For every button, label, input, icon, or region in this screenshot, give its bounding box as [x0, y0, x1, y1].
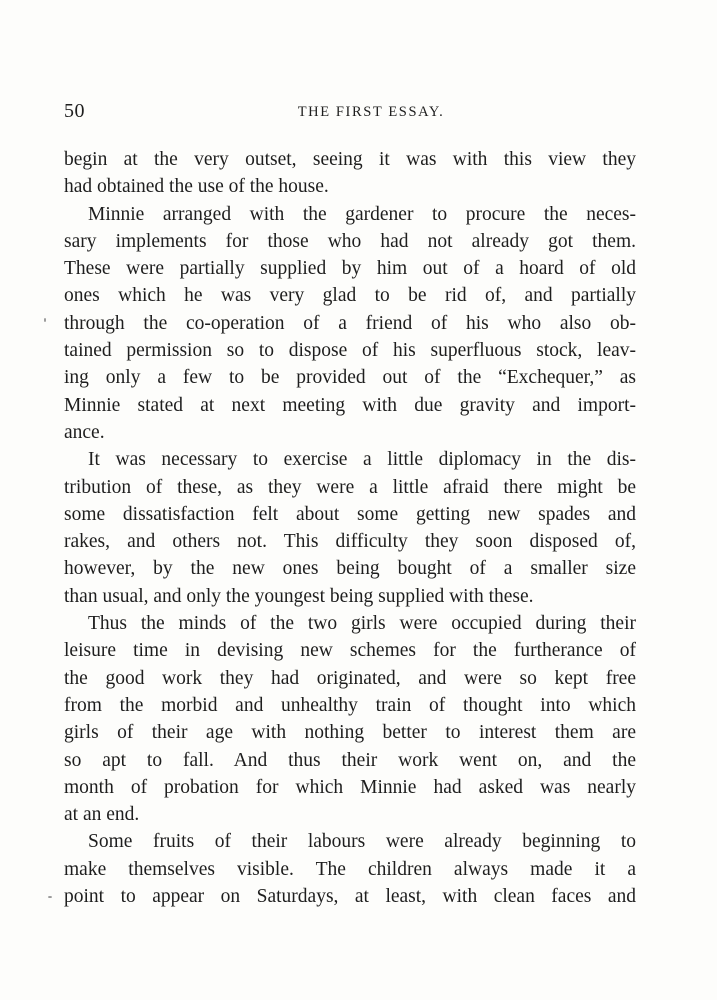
text-line: leisure time in devising new schemes for the furtherance of	[64, 640, 636, 662]
text-line: however, by the new ones being bought of a smaller size	[64, 558, 636, 580]
text-line: tained permission so to dispose of his superfluous stock, leav-	[64, 340, 636, 362]
text-line: than usual, and only the youngest being supplied with these.	[64, 585, 534, 607]
body-text	[64, 146, 636, 910]
text-line: rakes, and others not. This difficulty they soon disposed of,	[64, 531, 636, 553]
text-line: from the morbid and unhealthy train of thought into which	[64, 694, 636, 716]
ink-speck	[44, 318, 46, 322]
text-line: ance.	[64, 421, 105, 443]
text-line: Some fruits of their labours were already beginning to	[88, 831, 636, 853]
text-line: some dissatisfaction felt about some getting new spades and	[64, 503, 636, 525]
text-line: It was necessary to exercise a little diplomacy in the dis-	[88, 449, 636, 471]
text-line: These were partially supplied by him out of a hoard of old	[64, 258, 636, 280]
text-line: girls of their age with nothing better to interest them are	[64, 722, 636, 744]
running-head: THE FIRST ESSAY.	[297, 104, 445, 120]
text-line: through the co-operation of a friend of his who also ob-	[64, 312, 636, 334]
ink-speck	[48, 896, 52, 898]
text-line: Minnie stated at next meeting with due gravity and import-	[64, 394, 636, 416]
page-number: 50	[64, 100, 85, 122]
text-line: month of probation for which Minnie had asked was nearly	[64, 776, 636, 798]
text-line: sary implements for those who had not already got them.	[64, 230, 636, 252]
text-line: make themselves visible. The children always made it a	[64, 858, 636, 880]
text-line: tribution of these, as they were a little afraid there might be	[64, 476, 636, 498]
text-line: Thus the minds of the two girls were occupied during their	[88, 613, 636, 635]
text-line: at an end.	[64, 804, 140, 826]
text-line: had obtained the use of the house.	[64, 176, 329, 198]
text-line: point to appear on Saturdays, at least, with clean faces and	[64, 886, 636, 908]
page-header	[64, 100, 638, 130]
text-line: ones which he was very glad to be rid of, and partially	[64, 285, 636, 307]
text-line: begin at the very outset, seeing it was with this view they	[64, 149, 636, 170]
text-line: ing only a few to be provided out of the “Exchequer,” as	[64, 367, 636, 389]
text-line: Minnie arranged with the gardener to procure the neces-	[88, 203, 636, 225]
text-line: so apt to fall. And thus their work went on, and the	[64, 749, 636, 771]
text-line: the good work they had originated, and were so kept free	[64, 667, 636, 689]
